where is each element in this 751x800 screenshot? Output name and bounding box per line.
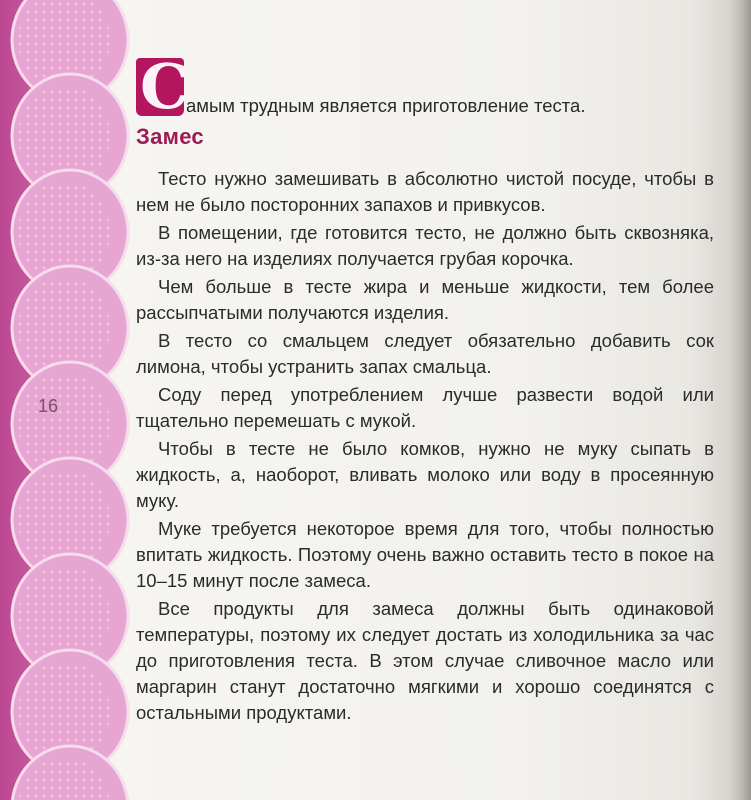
- paragraph: Чем больше в тесте жира и меньше жидкости, тем более рассыпчатыми получаются изделия.: [136, 276, 714, 323]
- section-title: Замес: [136, 124, 204, 149]
- drop-cap-letter: С: [140, 50, 190, 123]
- body-text: [136, 166, 714, 726]
- paragraph: Муке требуется некоторое время для того, чтобы полностью впитать жидкость. Поэтому очень важно оставить тесто в покое на 10–15 минут после замеса.: [136, 518, 714, 591]
- paragraph: В помещении, где готовится тесто, не должно быть сквозняка, из-за него на изделиях получается грубая корочка.: [136, 222, 714, 269]
- paragraph: Тесто нужно замешивать в абсолютно чистой посуде, чтобы в нем не было посторонних запахов и привкусов.: [136, 168, 714, 215]
- paragraph: Чтобы в тесте не было комков, нужно не муку сыпать в жидкость, а, наоборот, вливать молоко или воду в просеянную муку.: [136, 438, 714, 511]
- paragraph: Соду перед употреблением лучше развести водой или тщательно перемешать с мукой.: [136, 384, 714, 431]
- paragraph: В тесто со смальцем следует обязательно добавить сок лимона, чтобы устранить запах смальца.: [136, 330, 714, 377]
- lead-sentence: [136, 50, 714, 123]
- decorative-lace-border: [0, 0, 140, 800]
- page-binding-shadow: [729, 0, 751, 800]
- page-number: 16: [38, 396, 59, 416]
- article: [136, 50, 714, 726]
- lead-text: амым трудным является приготовление теста.: [186, 95, 586, 116]
- paragraph: Все продукты для замеса должны быть одинаковой температуры, поэтому их следует достать из холодильника за час до приготовления теста. В этом случае сливочное масло или маргарин станут достаточно мягкими и хорошо соединятся с остальными продуктами.: [136, 598, 714, 723]
- drop-cap: [136, 50, 190, 123]
